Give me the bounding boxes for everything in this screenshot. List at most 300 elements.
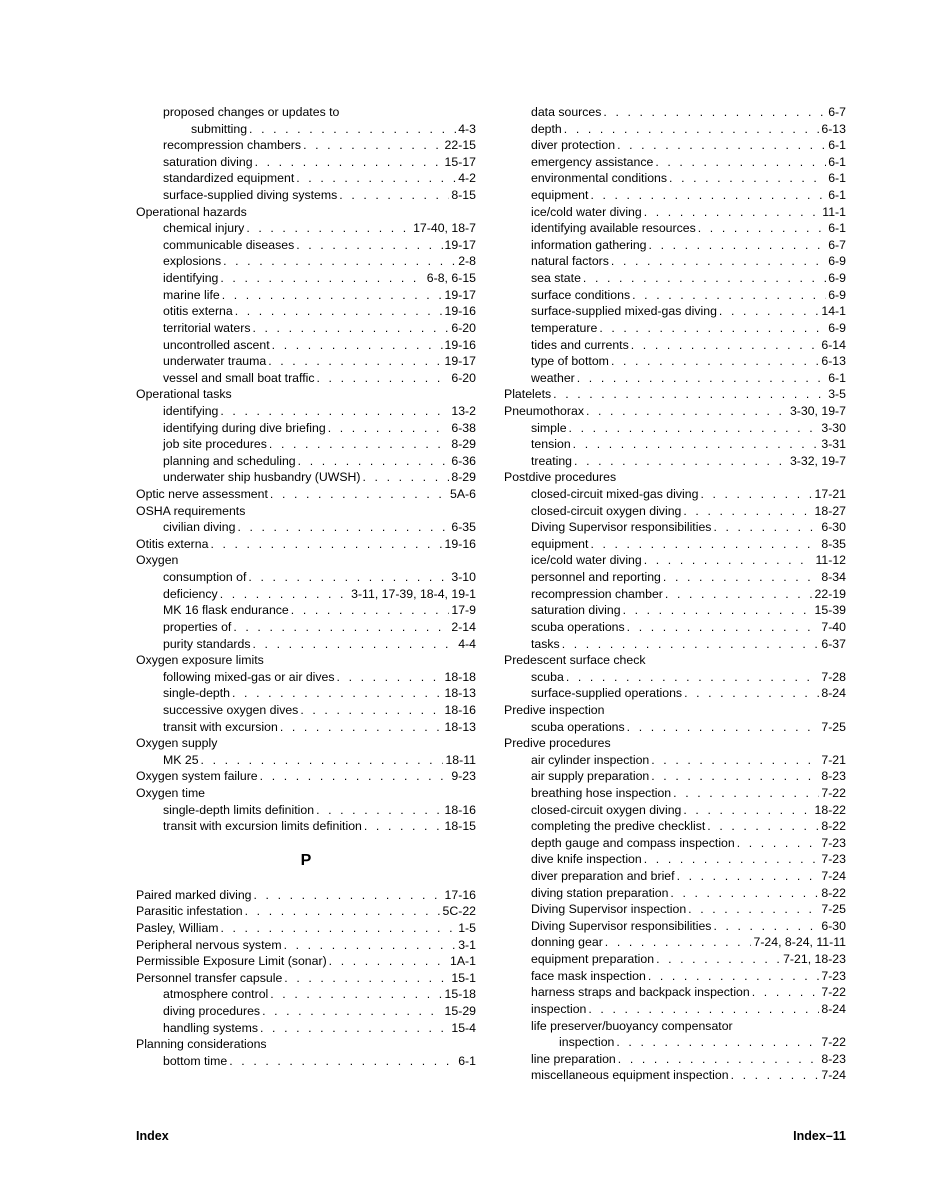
index-entry-page: 6-30 bbox=[821, 918, 846, 933]
index-entry-term: harness straps and backpack inspection bbox=[531, 985, 750, 1000]
index-entry-term: underwater ship husbandry (UWSH) bbox=[163, 470, 361, 485]
index-entry-page: 8-22 bbox=[821, 885, 846, 900]
index-entry-term: tension bbox=[531, 437, 571, 452]
index-entry-term: treating bbox=[531, 453, 573, 468]
index-entry-page: 2-8 bbox=[458, 254, 476, 269]
dot-leader bbox=[232, 685, 443, 702]
index-entry bbox=[504, 569, 846, 586]
dot-leader bbox=[553, 386, 826, 403]
dot-leader bbox=[644, 851, 820, 868]
index-entry bbox=[504, 137, 846, 154]
index-entry bbox=[136, 719, 476, 736]
index-entry-page: 6-9 bbox=[828, 287, 846, 302]
section-letter-heading: P bbox=[300, 851, 312, 869]
dot-leader bbox=[364, 818, 443, 835]
dot-leader bbox=[269, 436, 449, 453]
index-entry bbox=[504, 586, 846, 603]
dot-leader bbox=[707, 818, 819, 835]
index-entry bbox=[504, 552, 846, 569]
index-entry bbox=[136, 652, 476, 669]
index-entry bbox=[136, 337, 476, 354]
index-entry-page: 8-24 bbox=[821, 1001, 846, 1016]
index-entry bbox=[136, 403, 476, 420]
dot-leader bbox=[731, 1067, 820, 1084]
index-entry-term: emergency assistance bbox=[531, 154, 654, 169]
index-entry-page: 8-34 bbox=[821, 570, 846, 585]
index-entry bbox=[504, 619, 846, 636]
index-entry-page: 6-13 bbox=[821, 354, 846, 369]
index-entry bbox=[504, 170, 846, 187]
dot-leader bbox=[337, 669, 443, 686]
dot-leader bbox=[270, 986, 442, 1003]
index-entry-page: 8-29 bbox=[451, 470, 476, 485]
index-entry-term: surface-supplied mixed-gas diving bbox=[531, 304, 717, 319]
index-entry-page: 15-4 bbox=[451, 1020, 476, 1035]
index-entry-term: type of bottom bbox=[531, 354, 609, 369]
index-entry bbox=[136, 887, 476, 904]
index-entry-term: diving station preparation bbox=[531, 885, 669, 900]
index-entry bbox=[136, 552, 476, 569]
index-entry-term: saturation diving bbox=[531, 603, 621, 618]
index-entry-page: 8-35 bbox=[821, 536, 846, 551]
index-entry bbox=[504, 1001, 846, 1018]
dot-leader bbox=[577, 370, 826, 387]
index-entry bbox=[136, 953, 476, 970]
dot-leader bbox=[670, 885, 819, 902]
index-entry-page: 19-17 bbox=[444, 287, 476, 302]
index-entry-page: 6-9 bbox=[828, 254, 846, 269]
index-entry-page: 18-16 bbox=[444, 702, 476, 717]
index-entry-term: equipment bbox=[531, 536, 589, 551]
index-entry bbox=[504, 652, 846, 669]
index-entry bbox=[136, 137, 476, 154]
index-entry-page: 8-29 bbox=[451, 437, 476, 452]
index-entry-term: completing the predive checklist bbox=[531, 819, 706, 834]
index-entry-page: 4-4 bbox=[458, 636, 476, 651]
index-entry-term: atmosphere control bbox=[163, 987, 269, 1002]
index-entry bbox=[504, 237, 846, 254]
index-entry-term: Pneumothorax bbox=[504, 403, 584, 418]
index-entry bbox=[136, 121, 476, 138]
index-entry bbox=[136, 768, 476, 785]
index-entry-term: Postdive procedures bbox=[504, 470, 617, 485]
index-entry-page: 18-27 bbox=[814, 503, 846, 518]
index-entry-term: chemical injury bbox=[163, 221, 245, 236]
index-entry bbox=[504, 802, 846, 819]
index-entry-page: 7-23 bbox=[821, 852, 846, 867]
dot-leader bbox=[651, 752, 819, 769]
dot-leader bbox=[752, 984, 820, 1001]
dot-leader bbox=[683, 802, 812, 819]
index-right-column bbox=[504, 104, 846, 1084]
index-entry-term: Parasitic infestation bbox=[136, 904, 243, 919]
index-entry-page: 6-1 bbox=[828, 171, 846, 186]
index-entry-page: 18-11 bbox=[445, 752, 476, 767]
index-entry bbox=[136, 735, 476, 752]
index-entry bbox=[136, 204, 476, 221]
index-entry-page: 1-5 bbox=[458, 921, 476, 936]
index-entry bbox=[504, 636, 846, 653]
index-entry bbox=[504, 536, 846, 553]
index-entry bbox=[136, 920, 476, 937]
dot-leader bbox=[328, 420, 450, 437]
index-entry-page: 18-15 bbox=[444, 819, 476, 834]
index-entry-page: 3-10 bbox=[451, 570, 476, 585]
dot-leader bbox=[599, 320, 826, 337]
index-entry-page: 3-30, 19-7 bbox=[789, 403, 846, 418]
dot-leader bbox=[300, 702, 442, 719]
index-entry-page: 7-25 bbox=[821, 719, 846, 734]
index-entry bbox=[136, 469, 476, 486]
index-entry bbox=[504, 420, 846, 437]
index-entry-term: Predive inspection bbox=[504, 702, 605, 717]
index-entry-term: identifying bbox=[163, 403, 219, 418]
dot-leader bbox=[644, 552, 814, 569]
index-entry-term: Oxygen system failure bbox=[136, 769, 258, 784]
index-entry-term: Optic nerve assessment bbox=[136, 487, 268, 502]
index-entry-page: 7-24 bbox=[821, 869, 846, 884]
index-entry bbox=[504, 503, 846, 520]
index-entry-page: 7-21, 18-23 bbox=[783, 952, 846, 967]
index-entry-term: Operational tasks bbox=[136, 387, 232, 402]
index-entry-term: donning gear bbox=[531, 935, 603, 950]
dot-leader bbox=[590, 187, 826, 204]
index-entry-term: Operational hazards bbox=[136, 204, 247, 219]
dot-leader bbox=[665, 586, 813, 603]
index-entry bbox=[136, 903, 476, 920]
dot-leader bbox=[339, 187, 449, 204]
dot-leader bbox=[588, 1001, 819, 1018]
dot-leader bbox=[220, 270, 424, 287]
dot-leader bbox=[296, 170, 456, 187]
dot-leader bbox=[254, 887, 443, 904]
index-entry-term: ice/cold water diving bbox=[531, 204, 642, 219]
index-entry-page: 19-17 bbox=[444, 354, 476, 369]
index-entry-term: face mask inspection bbox=[531, 968, 646, 983]
index-entry-page: 15-39 bbox=[814, 603, 846, 618]
index-entry-page: 6-1 bbox=[828, 370, 846, 385]
index-entry-page: 3-11, 17-39, 18-4, 19-1 bbox=[351, 586, 476, 601]
dot-leader bbox=[656, 951, 781, 968]
index-entry bbox=[136, 503, 476, 520]
index-entry-term: Diving Supervisor responsibilities bbox=[531, 918, 712, 933]
dot-leader bbox=[688, 901, 819, 918]
index-entry bbox=[504, 901, 846, 918]
index-entry bbox=[136, 1053, 476, 1070]
index-entry bbox=[504, 835, 846, 852]
index-entry bbox=[504, 320, 846, 337]
footer-section-label: Index bbox=[136, 1129, 169, 1143]
index-entry bbox=[136, 237, 476, 254]
index-entry-term: natural factors bbox=[531, 254, 609, 269]
index-entry-term: equipment preparation bbox=[531, 952, 655, 967]
dot-leader bbox=[562, 636, 820, 653]
index-entry bbox=[504, 1051, 846, 1068]
index-entry bbox=[504, 851, 846, 868]
index-entry-page: 11-12 bbox=[815, 553, 846, 568]
index-entry-page: 6-13 bbox=[821, 121, 846, 136]
index-entry-term: successive oxygen dives bbox=[163, 702, 299, 717]
index-entry-page: 19-16 bbox=[444, 337, 476, 352]
index-entry-term: scuba operations bbox=[531, 719, 625, 734]
index-entry-page: 19-16 bbox=[444, 304, 476, 319]
index-entry-page: 6-1 bbox=[458, 1053, 476, 1068]
index-entry-page: 15-18 bbox=[444, 987, 476, 1002]
index-entry-page: 7-24, 8-24, 11-11 bbox=[753, 935, 846, 950]
index-entry-term: Planning considerations bbox=[136, 1037, 267, 1052]
dot-leader bbox=[713, 519, 819, 536]
index-entry-page: 15-29 bbox=[444, 1004, 476, 1019]
index-entry-term: proposed changes or updates to bbox=[163, 105, 340, 119]
index-entry-term: air supply preparation bbox=[531, 769, 650, 784]
index-entry bbox=[504, 968, 846, 985]
dot-leader bbox=[262, 1003, 442, 1020]
dot-leader bbox=[649, 237, 827, 254]
dot-leader bbox=[272, 337, 443, 354]
index-entry-term: surface-supplied diving systems bbox=[163, 188, 338, 203]
dot-leader bbox=[253, 636, 457, 653]
index-entry-term: air cylinder inspection bbox=[531, 752, 650, 767]
index-entry bbox=[504, 984, 846, 1001]
index-entry-term: Paired marked diving bbox=[136, 887, 252, 902]
dot-leader bbox=[223, 253, 456, 270]
index-entry-page: 7-25 bbox=[821, 902, 846, 917]
index-entry-term: territorial waters bbox=[163, 320, 251, 335]
dot-leader bbox=[270, 486, 448, 503]
dot-leader bbox=[252, 320, 449, 337]
index-entry bbox=[504, 768, 846, 785]
left-entries-o bbox=[136, 104, 476, 835]
index-entry-term: personnel and reporting bbox=[531, 570, 661, 585]
index-entry-page: 6-35 bbox=[451, 520, 476, 535]
index-entry bbox=[136, 320, 476, 337]
index-entry-term: line preparation bbox=[531, 1051, 616, 1066]
index-entry bbox=[136, 818, 476, 835]
index-entry bbox=[136, 785, 476, 802]
index-entry bbox=[504, 685, 846, 702]
index-entry-page: 7-22 bbox=[821, 985, 846, 1000]
index-entry-term: vessel and small boat traffic bbox=[163, 370, 315, 385]
index-entry-term: OSHA requirements bbox=[136, 503, 246, 518]
index-entry bbox=[136, 937, 476, 954]
index-entry bbox=[504, 519, 846, 536]
dot-leader bbox=[590, 536, 819, 553]
dot-leader bbox=[298, 453, 450, 470]
dot-leader bbox=[574, 453, 788, 470]
index-entry-term: Platelets bbox=[504, 387, 552, 402]
index-entry-page: 2-14 bbox=[451, 619, 476, 634]
index-entry-term: identifying bbox=[163, 271, 219, 286]
left-entries-p bbox=[136, 887, 476, 1070]
dot-leader bbox=[569, 420, 820, 437]
index-entry-term: purity standards bbox=[163, 636, 251, 651]
index-entry-page: 7-22 bbox=[821, 1035, 846, 1050]
index-entry-page: 6-9 bbox=[828, 320, 846, 335]
index-entry-term: closed-circuit mixed-gas diving bbox=[531, 487, 699, 502]
dot-leader bbox=[655, 154, 826, 171]
index-entry-term: job site procedures bbox=[163, 437, 267, 452]
index-entry-page: 15-1 bbox=[451, 970, 476, 985]
index-entry-term: marine life bbox=[163, 287, 220, 302]
index-entry-page: 14-1 bbox=[821, 304, 846, 319]
index-entry bbox=[504, 253, 846, 270]
footer-page-number: Index–11 bbox=[793, 1129, 846, 1143]
index-entry bbox=[136, 287, 476, 304]
index-entry-term: bottom time bbox=[163, 1053, 228, 1068]
index-entry-page: 17-21 bbox=[814, 487, 846, 502]
index-entry-page: 6-1 bbox=[828, 188, 846, 203]
index-entry bbox=[504, 818, 846, 835]
right-entries-p bbox=[504, 104, 846, 1084]
index-entry-page: 18-13 bbox=[444, 719, 476, 734]
dot-leader bbox=[651, 768, 819, 785]
dot-leader bbox=[220, 403, 449, 420]
index-entry bbox=[136, 519, 476, 536]
index-entry bbox=[136, 253, 476, 270]
dot-leader bbox=[684, 685, 819, 702]
index-entry-term: tides and currents bbox=[531, 337, 629, 352]
index-entry bbox=[136, 802, 476, 819]
index-entry bbox=[504, 752, 846, 769]
index-entry-page: 1A-1 bbox=[450, 954, 476, 969]
index-entry-term: saturation diving bbox=[163, 154, 253, 169]
dot-leader bbox=[603, 104, 826, 121]
dot-leader bbox=[644, 204, 821, 221]
dot-leader bbox=[222, 287, 443, 304]
dot-leader bbox=[564, 121, 820, 138]
index-entry-term: planning and scheduling bbox=[163, 453, 296, 468]
index-entry-term: Diving Supervisor inspection bbox=[531, 902, 687, 917]
index-entry bbox=[136, 386, 476, 403]
index-entry-term: civilian diving bbox=[163, 520, 236, 535]
index-entry-page: 7-23 bbox=[821, 968, 846, 983]
index-entry bbox=[136, 1020, 476, 1037]
index-entry-term: sea state bbox=[531, 271, 581, 286]
index-entry-page: 3-30 bbox=[821, 420, 846, 435]
index-entry bbox=[136, 420, 476, 437]
index-entry-term: submitting bbox=[191, 121, 248, 136]
index-entry-term: deficiency bbox=[163, 586, 218, 601]
index-entry-term: standardized equipment bbox=[163, 171, 295, 186]
index-entry-term: recompression chambers bbox=[163, 138, 302, 153]
index-entry-page: 19-17 bbox=[444, 237, 476, 252]
index-entry-term: scuba operations bbox=[531, 619, 625, 634]
index-entry bbox=[504, 270, 846, 287]
dot-leader bbox=[719, 303, 819, 320]
index-entry bbox=[504, 702, 846, 719]
index-entry-term: transit with excursion bbox=[163, 719, 278, 734]
index-entry-term: diver protection bbox=[531, 138, 616, 153]
index-entry-term: uncontrolled ascent bbox=[163, 337, 270, 352]
index-entry-page: 8-15 bbox=[451, 188, 476, 203]
dot-leader bbox=[627, 619, 820, 636]
index-entry-term: tasks bbox=[531, 636, 560, 651]
index-entry bbox=[136, 669, 476, 686]
index-entry-page: 18-22 bbox=[814, 802, 846, 817]
dot-leader bbox=[648, 968, 820, 985]
index-entry-page: 22-15 bbox=[444, 138, 476, 153]
index-entry-term: life preserver/buoyancy compensator bbox=[531, 1018, 733, 1033]
index-entry-page: 18-16 bbox=[444, 802, 476, 817]
index-entry bbox=[504, 121, 846, 138]
index-entry bbox=[136, 685, 476, 702]
dot-leader bbox=[611, 353, 819, 370]
dot-leader bbox=[631, 337, 820, 354]
index-entry bbox=[504, 669, 846, 686]
dot-leader bbox=[698, 220, 826, 237]
index-entry-term: consumption of bbox=[163, 570, 247, 585]
dot-leader bbox=[673, 785, 819, 802]
dot-leader bbox=[329, 953, 448, 970]
index-entry-term: identifying available resources bbox=[531, 221, 696, 236]
dot-leader bbox=[617, 137, 826, 154]
dot-leader bbox=[268, 353, 442, 370]
index-entry bbox=[136, 436, 476, 453]
index-entry-term: closed-circuit oxygen diving bbox=[531, 802, 682, 817]
index-entry bbox=[136, 702, 476, 719]
dot-leader bbox=[627, 719, 820, 736]
dot-leader bbox=[237, 519, 449, 536]
dot-leader bbox=[296, 237, 442, 254]
index-entry-term: data sources bbox=[531, 105, 602, 119]
index-entry-term: depth bbox=[531, 121, 562, 136]
index-entry-term: underwater trauma bbox=[163, 354, 267, 369]
index-entry bbox=[504, 370, 846, 387]
index-entry bbox=[136, 536, 476, 553]
dot-leader bbox=[248, 569, 449, 586]
index-entry bbox=[136, 486, 476, 503]
dot-leader bbox=[605, 934, 752, 951]
index-entry-page: 17-16 bbox=[444, 887, 476, 902]
index-left-column bbox=[136, 104, 476, 1070]
index-entry-page: 8-24 bbox=[821, 686, 846, 701]
dot-leader bbox=[611, 253, 826, 270]
index-entry-term: inspection bbox=[559, 1035, 615, 1050]
index-entry-term: Oxygen exposure limits bbox=[136, 653, 264, 668]
index-entry bbox=[136, 220, 476, 237]
index-entry bbox=[136, 569, 476, 586]
index-entry-term: Oxygen supply bbox=[136, 736, 218, 751]
index-entry-term: diver preparation and brief bbox=[531, 869, 675, 884]
index-entry-page: 6-38 bbox=[451, 420, 476, 435]
index-entry-term: scuba bbox=[531, 669, 564, 684]
index-entry bbox=[136, 619, 476, 636]
dot-leader bbox=[317, 370, 450, 387]
index-entry-page: 7-21 bbox=[821, 752, 846, 767]
index-entry bbox=[504, 1034, 846, 1051]
index-entry bbox=[504, 436, 846, 453]
dot-leader bbox=[260, 768, 450, 785]
index-entry bbox=[504, 735, 846, 752]
index-entry-page: 6-9 bbox=[828, 271, 846, 286]
index-entry-term: Oxygen time bbox=[136, 785, 206, 800]
dot-leader bbox=[245, 903, 441, 920]
dot-leader bbox=[303, 137, 442, 154]
index-entry-term: temperature bbox=[531, 320, 598, 335]
index-entry bbox=[136, 303, 476, 320]
index-entry-page: 6-1 bbox=[828, 221, 846, 236]
index-entry-term: dive knife inspection bbox=[531, 852, 642, 867]
dot-leader bbox=[583, 270, 826, 287]
index-entry-term: MK 25 bbox=[163, 752, 199, 767]
index-entry-page: 9-23 bbox=[451, 769, 476, 784]
index-entry-page: 3-5 bbox=[828, 387, 846, 402]
dot-leader bbox=[586, 403, 788, 420]
index-entry-page: 4-2 bbox=[458, 171, 476, 186]
index-entry bbox=[136, 170, 476, 187]
index-entry bbox=[136, 636, 476, 653]
index-entry-term: closed-circuit oxygen diving bbox=[531, 503, 682, 518]
